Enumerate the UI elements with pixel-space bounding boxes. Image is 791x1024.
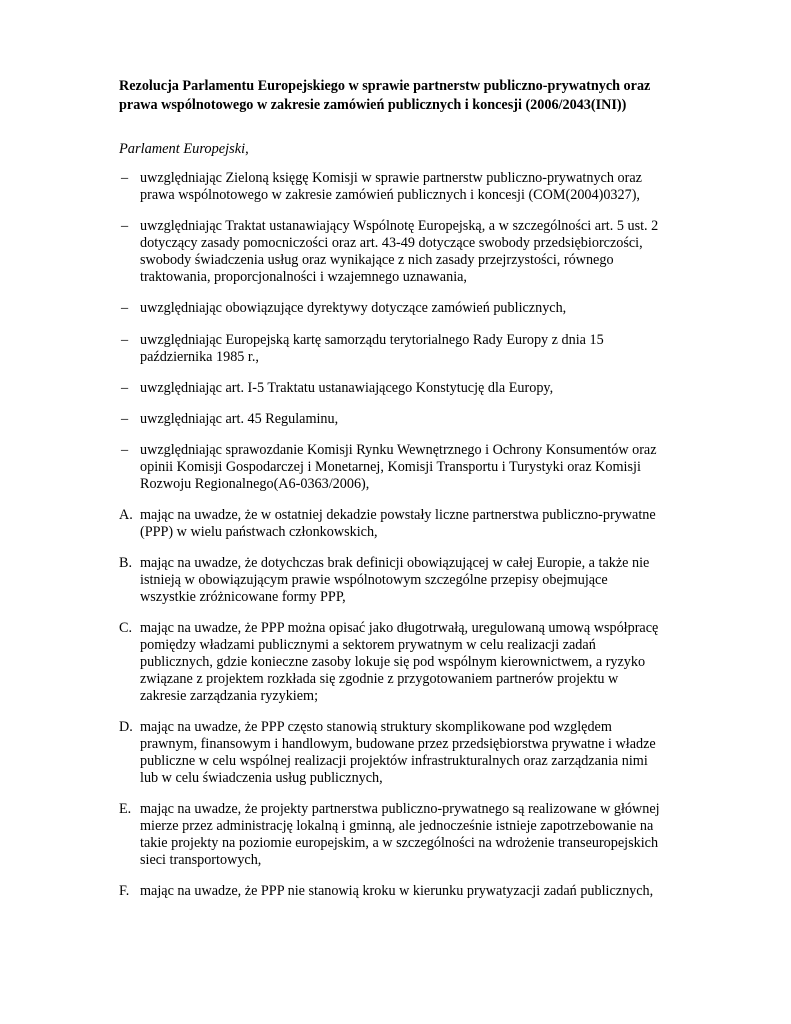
recital-item [119, 801, 699, 869]
recital-text: mając na uwadze, że PPP można opisać jako długotrwałą, uregulowaną umową współpracę pomiędzy władzami publicznymi a sektorem prywatnym w celu realizacji zadań publicznych, gdzie konieczne zasoby lokuje się pod wspólnym kierownictwem, a ryzyko związane z projektem rozkłada się zgodnie z przygotowaniem partnerów projektu w zakresie zarządzania ryzykiem; [140, 620, 659, 704]
citation-text: uwzględniając art. I-5 Traktatu ustanawiającego Konstytucję dla Europy, [140, 380, 554, 396]
recital-letter: D. [119, 719, 133, 735]
resolution-title-text: Rezolucja Parlamentu Europejskiego w sprawie partnerstw publiczno-prywatnych oraz prawa wspólnotowego w zakresie zamówień publicznych i koncesji (2006/2043(INI)) [119, 78, 651, 113]
dash-marker: – [121, 300, 129, 316]
citation-text: uwzględniając art. 45 Regulaminu, [140, 411, 339, 427]
recital-letter: F. [119, 883, 130, 899]
intro-punctuation: , [245, 141, 249, 157]
recital-text: mając na uwadze, że PPP nie stanowią kroku w kierunku prywatyzacji zadań publicznych, [140, 883, 654, 899]
resolution-title [119, 77, 719, 115]
recital-item [119, 507, 699, 541]
recital-text: mając na uwadze, że projekty partnerstwa publiczno-prywatnego są realizowane w głównej mierze przez administrację lokalną i gminną, ale jednocześnie istnieje zapotrzebowanie na takie projekty na poziomie europejskim, a w szczególności na wdrożenie transeuropejskich sieci transportowych, [140, 801, 660, 868]
dash-marker: – [121, 332, 129, 348]
intro-line [119, 140, 249, 159]
recital-letter: C. [119, 620, 133, 636]
recital-text: mając na uwadze, że dotychczas brak definicji obowiązującej w całej Europie, a także nie istnieją w obowiązującym prawie wspólnotowym szczególne przepisy obejmujące wszystkie zróżnicowane formy PPP, [140, 555, 650, 605]
citation-item [119, 300, 699, 317]
citation-item [119, 332, 699, 366]
recital-letter: A. [119, 507, 133, 523]
recital-letter: B. [119, 555, 133, 571]
intro-text: Parlament Europejski [119, 141, 246, 157]
citation-item [119, 170, 699, 204]
citation-text: uwzględniając Traktat ustanawiający Wspólnotę Europejską, a w szczególności art. 5 ust. 2 dotyczący zasady pomocniczości oraz art. 43-49 dotyczące swobody przedsiębiorczości, swobody świadczenia usług oraz wynikające z nich zasady przejrzystości, równego traktowania, proporcjonalności i wzajemnego uznawania, [140, 218, 659, 285]
recital-item [119, 883, 699, 900]
citation-item [119, 442, 699, 493]
dash-marker: – [121, 218, 129, 234]
dash-marker: – [121, 442, 129, 458]
dash-marker: – [121, 411, 129, 427]
dash-marker: – [121, 170, 129, 186]
citation-text: uwzględniając Zieloną księgę Komisji w sprawie partnerstw publiczno-prywatnych oraz prawa wspólnotowego w zakresie zamówień publicznych i koncesji (COM(2004)0327), [140, 170, 642, 203]
citation-item [119, 411, 699, 428]
citation-text: uwzględniając Europejską kartę samorządu terytorialnego Rady Europy z dnia 15 października 1985 r., [140, 332, 604, 365]
recital-text: mając na uwadze, że PPP często stanowią struktury skomplikowane pod względem prawnym, finansowym i handlowym, budowane przez przedsiębiorstwa prywatne i władze publiczne w celu wspólnej realizacji projektów infrastrukturalnych oraz zarządzania nimi lub w celu świadczenia usług publicznych, [140, 719, 656, 786]
recital-item [119, 620, 699, 705]
citation-item [119, 380, 699, 397]
resolution-body [119, 170, 699, 900]
citation-text: uwzględniając sprawozdanie Komisji Rynku Wewnętrznego i Ochrony Konsumentów oraz opinii Komisji Gospodarczej i Monetarnej, Komisji Transportu i Turystyki oraz Komisji Rozwoju Regionalnego(A6-0363/2006), [140, 442, 657, 492]
dash-marker: – [121, 380, 129, 396]
recital-item [119, 719, 699, 787]
recital-text: mając na uwadze, że w ostatniej dekadzie powstały liczne partnerstwa publiczno-prywatne (PPP) w wielu państwach członkowskich, [140, 507, 656, 540]
citation-item [119, 218, 699, 286]
recital-letter: E. [119, 801, 132, 817]
citation-text: uwzględniając obowiązujące dyrektywy dotyczące zamówień publicznych, [140, 300, 567, 316]
recital-item [119, 555, 699, 606]
